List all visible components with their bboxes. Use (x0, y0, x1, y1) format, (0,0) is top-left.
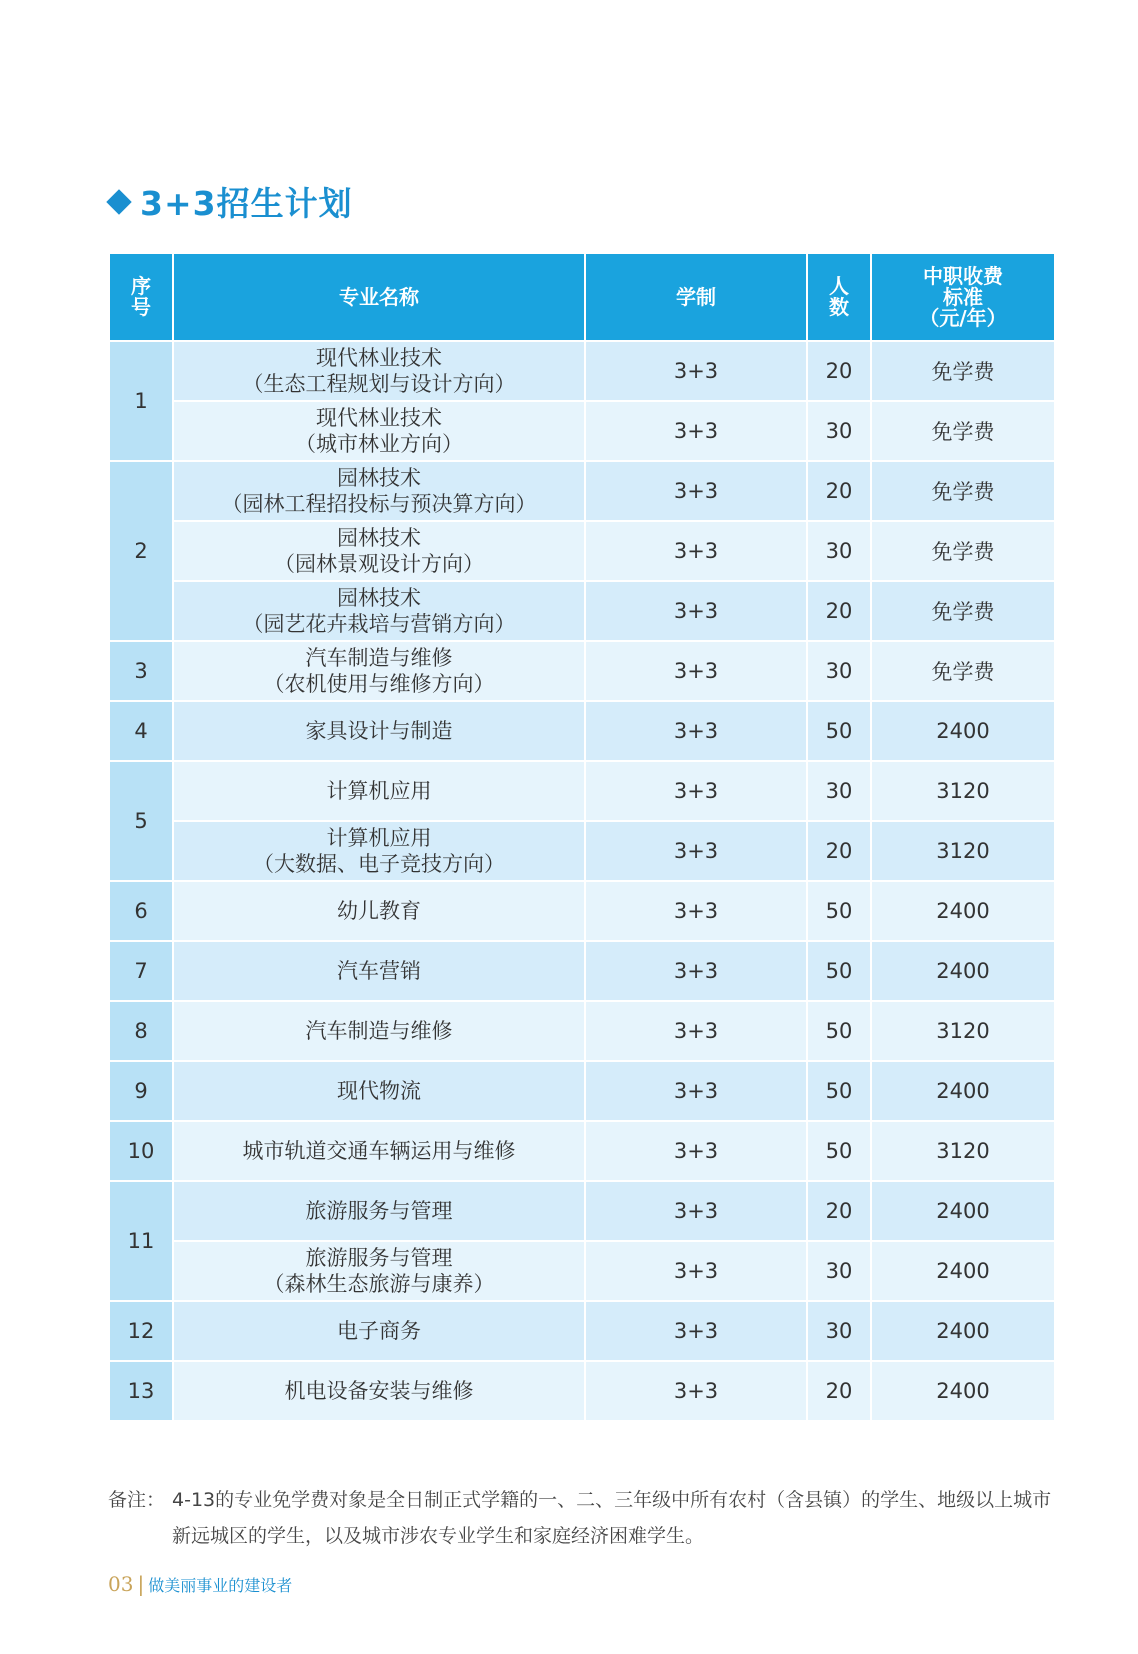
row-fee: 3120 (871, 761, 1055, 821)
row-fee: 2400 (871, 1361, 1055, 1421)
table-row (109, 401, 1055, 461)
table-row (109, 701, 1055, 761)
major-direction-line: （大数据、电子竞技方向） (253, 852, 505, 876)
row-system: 3+3 (585, 1121, 807, 1181)
row-major-name (173, 1121, 585, 1181)
table-row (109, 641, 1055, 701)
row-major-name (173, 1181, 585, 1241)
section-title: 3+3招生计划 (140, 184, 353, 223)
major-direction-line: （农机使用与维修方向） (263, 672, 495, 696)
row-seq: 12 (109, 1301, 173, 1361)
table-row (109, 521, 1055, 581)
row-system: 3+3 (585, 1001, 807, 1061)
major-direction-line: （城市林业方向） (295, 432, 463, 456)
major-name-line: 城市轨道交通车辆运用与维修 (242, 1138, 516, 1163)
major-name-line: 电子商务 (337, 1318, 421, 1343)
row-fee: 2400 (871, 701, 1055, 761)
row-seq: 6 (109, 881, 173, 941)
major-name-line: 汽车制造与维修 (305, 1018, 453, 1043)
row-fee: 2400 (871, 1181, 1055, 1241)
row-fee: 免学费 (871, 461, 1055, 521)
row-major-name (173, 1301, 585, 1361)
page-footer (108, 1572, 292, 1596)
table-row (109, 1301, 1055, 1361)
row-major-name (173, 1241, 585, 1301)
row-fee: 免学费 (871, 341, 1055, 401)
row-count: 30 (807, 1301, 871, 1361)
row-major-name (173, 341, 585, 401)
row-system: 3+3 (585, 461, 807, 521)
major-name-line: 计算机应用 (326, 778, 432, 803)
row-system: 3+3 (585, 521, 807, 581)
major-direction-line: （园林工程招投标与预决算方向） (221, 492, 537, 516)
table-row (109, 821, 1055, 881)
row-major-name (173, 761, 585, 821)
row-seq: 2 (109, 461, 173, 641)
row-fee: 3120 (871, 1001, 1055, 1061)
major-name-line: 计算机应用 (326, 825, 432, 850)
row-fee: 免学费 (871, 581, 1055, 641)
row-count: 20 (807, 1181, 871, 1241)
row-count: 30 (807, 1241, 871, 1301)
row-system: 3+3 (585, 761, 807, 821)
table-row (109, 1361, 1055, 1421)
footer-title: 做美丽事业的建设者 (148, 1576, 293, 1595)
table-row (109, 1121, 1055, 1181)
major-name-line: 园林技术 (337, 525, 421, 550)
row-seq: 7 (109, 941, 173, 1001)
row-major-name (173, 701, 585, 761)
major-name-line: 现代林业技术 (316, 405, 442, 430)
row-seq: 4 (109, 701, 173, 761)
row-system: 3+3 (585, 1361, 807, 1421)
row-count: 50 (807, 1001, 871, 1061)
row-seq: 1 (109, 341, 173, 461)
row-count: 50 (807, 1121, 871, 1181)
header-major-name: 专业名称 (173, 253, 585, 341)
row-count: 50 (807, 881, 871, 941)
major-name-line: 园林技术 (337, 465, 421, 490)
row-system: 3+3 (585, 1301, 807, 1361)
row-major-name (173, 581, 585, 641)
table-row (109, 1241, 1055, 1301)
row-system: 3+3 (585, 941, 807, 1001)
row-major-name (173, 641, 585, 701)
row-fee: 2400 (871, 1301, 1055, 1361)
major-name-line: 汽车营销 (337, 958, 421, 983)
row-fee: 2400 (871, 941, 1055, 1001)
row-count: 20 (807, 461, 871, 521)
row-count: 50 (807, 701, 871, 761)
row-count: 50 (807, 1061, 871, 1121)
row-system: 3+3 (585, 1061, 807, 1121)
row-fee: 2400 (871, 1061, 1055, 1121)
note-text: 4-13的专业免学费对象是全日制正式学籍的一、二、三年级中所有农村（含县镇）的学生、地级以上城市新远城区的学生，以及城市涉农专业学生和家庭经济困难学生。 (172, 1489, 1052, 1547)
row-count: 20 (807, 581, 871, 641)
row-system: 3+3 (585, 401, 807, 461)
table-row (109, 581, 1055, 641)
row-system: 3+3 (585, 1241, 807, 1301)
table-row (109, 341, 1055, 401)
table-header-row (109, 253, 1055, 341)
row-fee: 2400 (871, 1241, 1055, 1301)
row-major-name (173, 521, 585, 581)
major-name-line: 现代物流 (337, 1078, 421, 1103)
major-direction-line: （生态工程规划与设计方向） (242, 372, 516, 396)
row-major-name (173, 1061, 585, 1121)
row-seq: 9 (109, 1061, 173, 1121)
table-row (109, 461, 1055, 521)
row-system: 3+3 (585, 641, 807, 701)
table-row (109, 941, 1055, 1001)
row-count: 20 (807, 821, 871, 881)
row-major-name (173, 461, 585, 521)
row-seq: 13 (109, 1361, 173, 1421)
table-body (109, 341, 1055, 1421)
section-heading (110, 178, 353, 225)
row-major-name (173, 1361, 585, 1421)
row-system: 3+3 (585, 581, 807, 641)
major-direction-line: （园艺花卉栽培与营销方向） (242, 612, 516, 636)
enrollment-plan-table (108, 252, 1056, 1422)
row-fee: 免学费 (871, 641, 1055, 701)
row-count: 20 (807, 341, 871, 401)
note (108, 1482, 1068, 1554)
major-direction-line: （园林景观设计方向） (274, 552, 484, 576)
row-system: 3+3 (585, 701, 807, 761)
table-row (109, 1061, 1055, 1121)
row-fee: 3120 (871, 1121, 1055, 1181)
row-major-name (173, 1001, 585, 1061)
table-row (109, 761, 1055, 821)
row-fee: 3120 (871, 821, 1055, 881)
major-direction-line: （森林生态旅游与康养） (263, 1272, 495, 1296)
row-system: 3+3 (585, 821, 807, 881)
row-major-name (173, 941, 585, 1001)
header-seq: 序 号 (109, 253, 173, 341)
major-name-line: 现代林业技术 (316, 345, 442, 370)
row-system: 3+3 (585, 1181, 807, 1241)
note-label: 备注： (108, 1489, 166, 1511)
row-count: 20 (807, 1361, 871, 1421)
row-major-name (173, 821, 585, 881)
row-seq: 8 (109, 1001, 173, 1061)
row-fee: 2400 (871, 881, 1055, 941)
table-row (109, 881, 1055, 941)
table-row (109, 1181, 1055, 1241)
row-count: 30 (807, 401, 871, 461)
major-name-line: 园林技术 (337, 585, 421, 610)
major-name-line: 汽车制造与维修 (305, 645, 453, 670)
row-system: 3+3 (585, 341, 807, 401)
row-count: 50 (807, 941, 871, 1001)
major-name-line: 机电设备安装与维修 (284, 1378, 474, 1403)
header-system: 学制 (585, 253, 807, 341)
major-name-line: 家具设计与制造 (305, 718, 453, 743)
header-fee: 中职收费 标准 （元/年） (871, 253, 1055, 341)
diamond-bullet-icon (106, 189, 131, 214)
row-system: 3+3 (585, 881, 807, 941)
page-number: 03 (108, 1572, 134, 1596)
row-count: 30 (807, 521, 871, 581)
row-seq: 11 (109, 1181, 173, 1301)
row-fee: 免学费 (871, 401, 1055, 461)
row-major-name (173, 401, 585, 461)
major-name-line: 旅游服务与管理 (305, 1245, 453, 1270)
major-name-line: 幼儿教育 (337, 898, 421, 923)
header-count: 人 数 (807, 253, 871, 341)
table-row (109, 1001, 1055, 1061)
row-seq: 5 (109, 761, 173, 881)
row-fee: 免学费 (871, 521, 1055, 581)
row-major-name (173, 881, 585, 941)
row-count: 30 (807, 641, 871, 701)
row-seq: 10 (109, 1121, 173, 1181)
footer-divider: | (137, 1572, 145, 1596)
row-seq: 3 (109, 641, 173, 701)
major-name-line: 旅游服务与管理 (305, 1198, 453, 1223)
row-count: 30 (807, 761, 871, 821)
